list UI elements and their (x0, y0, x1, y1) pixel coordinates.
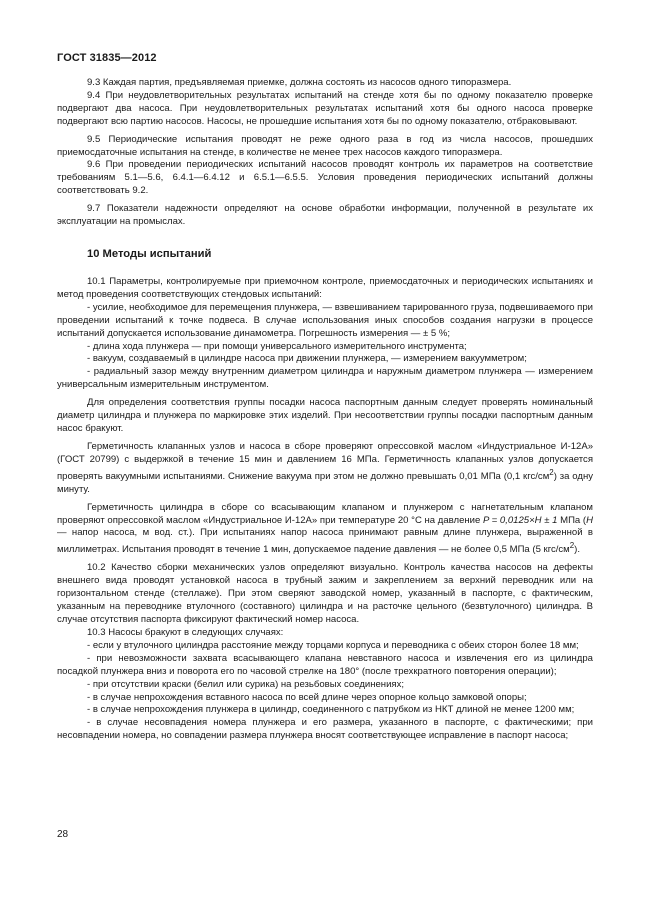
text-run: ). (574, 544, 581, 556)
text-run: Герметичность цилиндра в сборе со всасывающим клапаном и плунжером с нагнетательным клапаном проверяют опрессовкой маслом «Индустриальное И-12А» при температуре 20 °С на давление (57, 501, 593, 526)
paragraph: 10.2 Качество сборки механических узлов определяют визуально. Контроль качества насосов на дефекты внешнего вида проводят установкой насоса в трубный зажим и закреплением за верхний переводник или на горизонтальном стенде (стеллаже). При этом сверяют заводской номер, указанный в паспорте, с фактическим, указанным на переводнике втулочного (составного) цилиндра и на расточке цельного (безвтулочного) цилиндра. В случае отсутствия паспорта фиксируют фактический номер насоса. (57, 562, 593, 626)
paragraph: 9.6 При проведении периодических испытаний насосов проводят контроль их параметров на соответствие требованиям 5.1—5.6, 6.4.1—6.4.12 и 6.5.1—6.5.5. Условия проведения периодических испытаний должны соответствовать 9.2. (57, 159, 593, 197)
paragraph: Для определения соответствия группы посадки насоса паспортным данным следует проверять номинальный диаметр цилиндра и плунжера по маркировке этих изделий. При несоответствии группы посадки паспортным данным насос бракуют. (57, 397, 593, 434)
superscript: 2 (549, 467, 554, 477)
list-item: - в случае непрохождения вставного насоса по всей длине через опорное кольцо замковой опоры; (87, 691, 527, 703)
list-item: - при невозможности захвата всасывающего клапана невставного насоса и извлечения его из цилиндра посадкой плунжера вниз и поворота его по часовой стрелке на 180° (после трехкратного повторения операции); (57, 652, 593, 677)
paragraph: 10.3 Насосы бракуют в следующих случаях: (87, 626, 284, 638)
list-item: - в случае непрохождения плунжера в цилиндр, соединенного с патрубком из НКТ длиной не менее 1200 мм; (87, 704, 575, 716)
paragraph: 9.4 При неудовлетворительных результатах испытаний на стенде хотя бы по одному показателю проверке подвергают два насоса. При неудовлетворительных результатах испытаний хотя бы одного насоса проверке подвергают всю партию насосов. Насосы, не прошедшие испытания хотя бы по одному показателю, отбраковывают. (57, 89, 593, 127)
page-number: 28 (57, 829, 69, 840)
paragraph-valve-tightness (57, 441, 593, 497)
list-item: - усилие, необходимое для перемещения плунжера, — взвешиванием тарированного груза, подвешиваемого при проведении испытаний к точке подвеса. В случае использования иных способов создания нагрузки в процессе испытаний допускается использование динамометра. Погрешность измерения — ± 5 %; (57, 301, 593, 339)
paragraph-cylinder-tightness (57, 502, 593, 558)
superscript: 2 (569, 541, 575, 551)
variable-h: H (586, 514, 593, 526)
list-item: - при отсутствии краски (белил или сурика) на резьбовых соединениях; (87, 678, 405, 690)
paragraph: 9.5 Периодические испытания проводят не реже одного раза в год из числа насосов, прошедших приемосдаточные испытания на стенде, в количестве не менее трех насосов каждого типоразмера. (57, 133, 593, 158)
section-heading: 10 Методы испытаний (87, 247, 212, 260)
text-run: Герметичность клапанных узлов и насоса в сборе проверяют опрессовкой маслом «Индустриальное И-12А» (ГОСТ 20799) с выдержкой в течение 15 мин и давлением 16 МПа. Герметичность клапанных узлов допускается проверять вакуумными испытаниями. Снижение вакуума при этом не должно превышать 0,01 МПа (0,1 кгс/см (57, 440, 593, 482)
pressure-formula: P = 0,0125×H ± 1 (482, 514, 558, 526)
text-run: ) за одну минуту. (57, 470, 594, 495)
paragraph: 9.7 Показатели надежности определяют на основе обработки информации, полученной в результате их эксплуатации на промыслах. (57, 203, 593, 228)
list-item: - если у втулочного цилиндра расстояние между торцами корпуса и переводника с обеих сторон более 18 мм; (87, 639, 579, 651)
list-item: - вакуум, создаваемый в цилиндре насоса при движении плунжера, — измерением вакуумметром; (87, 353, 527, 365)
list-item: - радиальный зазор между внутренним диаметром цилиндра и наружным диаметром плунжера — измерением универсальным измерительным инструментом. (57, 366, 593, 391)
list-item: - длина хода плунжера — при помощи универсального измерительного инструмента; (87, 340, 467, 352)
text-run: — напор насоса, м вод. ст.). При испытаниях напор насоса принимают равным длине плунжера, выраженной в миллиметрах. Испытания проводят в течение 1 мин, допускаемое падение давления — не более 0,5 МПа (5 кгс/см (57, 527, 593, 556)
document-body (57, 77, 593, 743)
paragraph: 10.1 Параметры, контролируемые при приемочном контроле, приемосдаточных и периодических испытаниях и метод проведения соответствующих стендовых испытаний: (57, 275, 593, 300)
paragraph: 9.3 Каждая партия, предъявляемая приемке, должна состоять из насосов одного типоразмера. (87, 77, 512, 88)
text-run: МПа ( (557, 514, 587, 526)
list-item: - в случае несовпадения номера плунжера и его размера, указанного в паспорте, с фактическими; при несовпадении номера, но совпадении размера плунжера вносят соответствующее исправление в паспорт насоса; (57, 717, 593, 742)
document-header: ГОСТ 31835—2012 (57, 52, 157, 64)
